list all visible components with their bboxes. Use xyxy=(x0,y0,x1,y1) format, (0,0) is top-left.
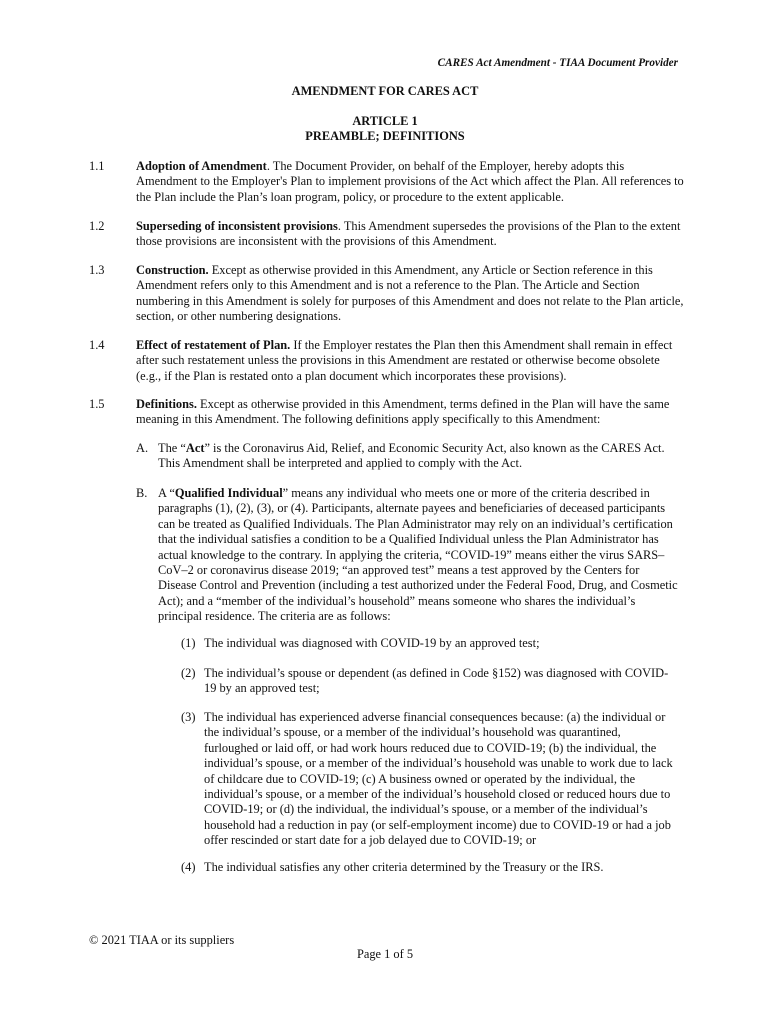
section-number: 1.3 xyxy=(89,263,105,277)
criterion-number: (2) xyxy=(181,666,196,680)
section-1-2 xyxy=(136,219,684,250)
definition-term: Act xyxy=(185,441,205,455)
definition-quote: The “ xyxy=(158,441,186,455)
section-text: . This Amendment supersedes the provisions of the Plan to the extent those provisions are inconsistent with the provisions of this Amendment. xyxy=(136,219,681,249)
section-number: 1.2 xyxy=(89,219,105,233)
definition-quote: A “ xyxy=(158,486,175,500)
section-1-1 xyxy=(136,159,684,205)
section-1-3 xyxy=(136,263,684,325)
criterion-number: (3) xyxy=(181,710,196,724)
criterion-text: The individual’s spouse or dependent (as defined in Code §152) was diagnosed with COVID-19 by an approved test; xyxy=(204,666,669,696)
definition-term: Qualified Individual xyxy=(174,486,283,500)
section-text: Except as otherwise provided in this Amendment, terms defined in the Plan will have the same meaning in this Amendment. The following definitions apply specifically to this Amendment: xyxy=(136,397,670,427)
criterion-number: (4) xyxy=(181,860,196,874)
section-1-4 xyxy=(136,338,684,384)
document-title: AMENDMENT FOR CARES ACT xyxy=(291,84,479,98)
section-text: If the Employer restates the Plan then this Amendment shall remain in effect after such restatement unless the provisions in this Amendment are restated or otherwise become obsolete (e.g., if the Plan is restated onto a plan document which incorporates these provisions). xyxy=(136,338,673,383)
section-text: Except as otherwise provided in this Amendment, any Article or Section reference in this Amendment refers only to this Amendment and is not a reference to the Plan. The Article and Section numbering in this Amendment is solely for purposes of this Amendment and does not relate to the Plan article, section, or other numbering designations. xyxy=(136,263,684,324)
criterion-text: The individual was diagnosed with COVID-19 by an approved test; xyxy=(204,636,540,650)
section-heading: Definitions. xyxy=(136,397,197,411)
section-number: 1.5 xyxy=(89,397,105,411)
definition-text: ” means any individual who meets one or more of the criteria described in paragraphs (1), (2), (3), or (4). Participants, alternate payees and beneficiaries of deceased participants can be treated as Qualified Individuals. The Plan Administrator may rely on an individual’s certification that the individual satisfies a condition to be a Qualified Individual unless the Plan Administrator has actual knowledge to the contrary. In applying the criteria, “COVID-19” means either the virus SARS–CoV–2 or coronavirus disease 2019; “an approved test” means a test approved by the Centers for Disease Control and Prevention (including a test authorized under the Federal Food, Drug, and Cosmetic Act); and a “member of the individual’s household” means someone who shares the individual’s principal residence. The criteria are as follows: xyxy=(158,486,678,624)
copyright-notice: © 2021 TIAA or its suppliers xyxy=(89,933,235,947)
criterion-number: (1) xyxy=(181,636,196,650)
section-text: . The Document Provider, on behalf of the Employer, hereby adopts this Amendment to the Employer's Plan to implement provisions of the Act which affect the Plan. All references to the Plan include the Plan’s loan program, policy, or procedure to the extent applicable. xyxy=(136,159,684,204)
definition-text: ” is the Coronavirus Aid, Relief, and Economic Security Act, also known as the CARES Act. This Amendment shall be interpreted and applied to comply with the Act. xyxy=(158,441,665,471)
section-number: 1.1 xyxy=(89,159,105,173)
criterion-text: The individual satisfies any other criteria determined by the Treasury or the IRS. xyxy=(204,860,604,874)
page-number: Page 1 of 5 xyxy=(356,947,414,961)
criterion-text: The individual has experienced adverse financial consequences because: (a) the individual or the individual’s spouse, or a member of the individual’s household was quarantined, furloughed or laid off, or had work hours reduced due to COVID-19; (b) the individual, the individual’s spouse, or a member of the individual’s household was unable to work due to lack of childcare due to COVID-19; (c) A business owned or operated by the individual, the individual’s spouse, or a member of the individual’s household closed or reduced hours due to COVID-19; or (d) the individual, the individual’s spouse, or a member of the individual’s household had a reduction in pay (or self-employment income) due to COVID-19 or had a job offer rescinded or start date for a job delayed due to COVID-19; or xyxy=(204,710,673,848)
running-header: CARES Act Amendment - TIAA Document Provider xyxy=(437,57,678,69)
article-name: PREAMBLE; DEFINITIONS xyxy=(305,129,465,143)
section-1-5 xyxy=(136,397,684,428)
definition-qualified-individual xyxy=(158,486,678,625)
section-heading: Construction. xyxy=(136,263,209,277)
section-heading: Superseding of inconsistent provisions xyxy=(136,219,338,233)
article-number: ARTICLE 1 xyxy=(352,114,418,128)
section-heading: Effect of restatement of Plan. xyxy=(136,338,291,352)
definition-letter: B. xyxy=(136,486,148,500)
section-heading: Adoption of Amendment xyxy=(136,159,267,173)
definition-letter: A. xyxy=(136,441,149,455)
definition-act xyxy=(158,441,678,472)
section-number: 1.4 xyxy=(89,338,105,352)
